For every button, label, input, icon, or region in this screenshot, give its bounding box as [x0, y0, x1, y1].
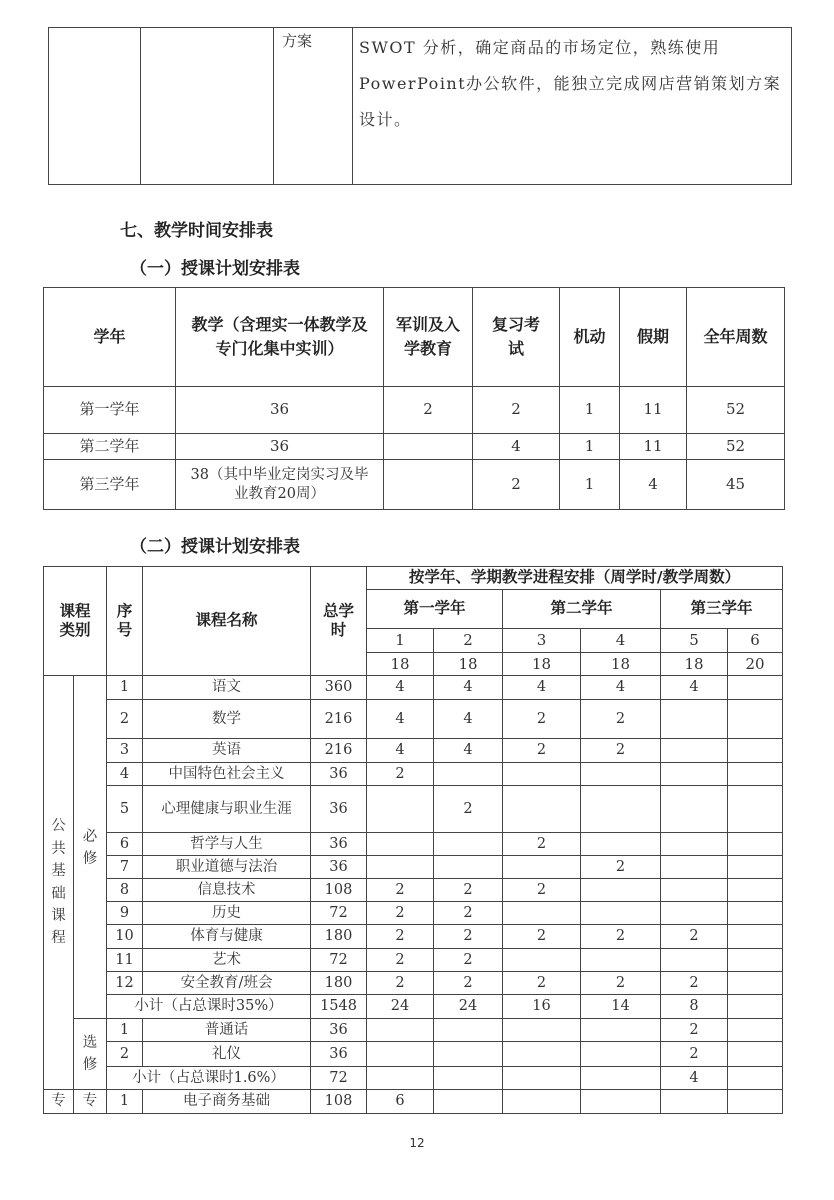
semester-hours-cell: 4 [367, 676, 434, 700]
subtotal-label: 小计（占总课时35%） [107, 995, 311, 1019]
semester-hours-cell [434, 856, 503, 879]
table-cell: 36 [176, 387, 384, 434]
semester-hours-cell [434, 1090, 503, 1114]
semester-hours-cell: 24 [434, 995, 503, 1019]
semester-hours-cell [581, 786, 661, 833]
total-hours-cell: 36 [311, 856, 367, 879]
course-plan-table [43, 566, 783, 1114]
semester-hours-cell [728, 700, 783, 739]
semester-hours-cell [581, 1019, 661, 1042]
weeks-header: 20 [728, 653, 783, 676]
semester-hours-cell [581, 879, 661, 902]
weeks-header: 18 [581, 653, 661, 676]
column-header: 教学（含理实一体教学及专门化集中实训） [176, 288, 384, 387]
semester-header: 2 [434, 629, 503, 653]
semester-hours-cell: 2 [434, 902, 503, 925]
column-header: 假期 [620, 288, 687, 387]
category-header: 课程类别 [59, 601, 91, 639]
course-name-cell: 普通话 [143, 1019, 311, 1042]
semester-hours-cell [503, 1067, 581, 1090]
total-hours-cell: 108 [311, 879, 367, 902]
table-cell: 第三学年 [44, 460, 176, 510]
total-hours-cell: 36 [311, 763, 367, 786]
table-row [44, 949, 783, 972]
semester-hours-cell [728, 902, 783, 925]
column-header: 全年周数 [687, 288, 785, 387]
column-header [44, 567, 107, 676]
category-required [74, 676, 107, 1019]
seq-cell: 2 [107, 700, 143, 739]
semester-hours-cell [434, 1067, 503, 1090]
course-name-cell: 数学 [143, 700, 311, 739]
semester-hours-cell: 2 [581, 972, 661, 995]
semester-hours-cell: 14 [581, 995, 661, 1019]
seq-cell: 4 [107, 763, 143, 786]
category-public-basic-label: 公共基础课程 [51, 818, 66, 947]
continuation-table [48, 27, 792, 185]
semester-hours-cell: 2 [434, 972, 503, 995]
table-row [44, 902, 783, 925]
category-elective-label: 选修 [82, 1034, 98, 1073]
semester-hours-cell [434, 763, 503, 786]
category-elective [74, 1019, 107, 1090]
table-row [44, 1042, 783, 1067]
table-cell: 2 [473, 460, 560, 510]
semester-hours-cell: 4 [434, 739, 503, 763]
semester-hours-cell [661, 833, 728, 856]
semester-hours-cell [581, 763, 661, 786]
semester-hours-cell: 4 [367, 739, 434, 763]
semester-hours-cell: 2 [367, 879, 434, 902]
semester-hours-cell [661, 700, 728, 739]
total-hours-cell: 216 [311, 739, 367, 763]
column-header: 学年 [44, 288, 176, 387]
total-hours-cell: 36 [311, 833, 367, 856]
seq-cell: 2 [107, 1042, 143, 1067]
table-row [44, 460, 785, 510]
subsection-title: （二）授课计划安排表 [130, 537, 300, 557]
course-name-cell: 历史 [143, 902, 311, 925]
table-cell: 2 [473, 387, 560, 434]
semester-hours-cell: 2 [503, 972, 581, 995]
subtotal-row [44, 995, 783, 1019]
semester-hours-cell [367, 786, 434, 833]
semester-hours-cell: 2 [581, 739, 661, 763]
seq-cell: 12 [107, 972, 143, 995]
semester-hours-cell: 2 [367, 972, 434, 995]
semester-hours-cell: 4 [434, 700, 503, 739]
table-row [44, 879, 783, 902]
semester-hours-cell [728, 676, 783, 700]
table-row [44, 925, 783, 949]
total-hours-cell: 1548 [311, 995, 367, 1019]
column-header: 第一学年 [367, 590, 503, 629]
semester-hours-cell [503, 1019, 581, 1042]
table-cell: 36 [176, 434, 384, 460]
semester-hours-cell [434, 1042, 503, 1067]
seq-cell: 11 [107, 949, 143, 972]
semester-hours-cell: 2 [661, 1042, 728, 1067]
seq-cell: 1 [107, 676, 143, 700]
semester-hours-cell [661, 879, 728, 902]
semester-hours-cell: 2 [367, 925, 434, 949]
semester-hours-cell: 2 [661, 925, 728, 949]
table-cell [384, 460, 473, 510]
column-header [311, 567, 367, 676]
semester-hours-cell: 2 [367, 763, 434, 786]
course-name-cell: 安全教育/班会 [143, 972, 311, 995]
seq-cell: 1 [107, 1019, 143, 1042]
table-cell: 1 [560, 460, 620, 510]
table-cell [49, 28, 141, 185]
semester-hours-cell [728, 1090, 783, 1114]
course-name-cell: 艺术 [143, 949, 311, 972]
table-row [49, 28, 792, 185]
table-row [44, 739, 783, 763]
total-hours-cell: 360 [311, 676, 367, 700]
semester-hours-cell [728, 1042, 783, 1067]
semester-hours-cell [581, 1042, 661, 1067]
semester-hours-cell [661, 949, 728, 972]
column-header: 按学年、学期教学进程安排（周学时/教学周数） [367, 567, 783, 590]
table-cell: 52 [687, 434, 785, 460]
semester-hours-cell [661, 856, 728, 879]
semester-hours-cell: 2 [434, 879, 503, 902]
column-header: 军训及入学教育 [384, 288, 473, 387]
semester-hours-cell [728, 1019, 783, 1042]
semester-hours-cell [581, 949, 661, 972]
semester-hours-cell: 2 [434, 949, 503, 972]
table-row [44, 676, 783, 700]
table-row [44, 763, 783, 786]
semester-hours-cell [434, 1019, 503, 1042]
semester-hours-cell [728, 995, 783, 1019]
table-row [44, 786, 783, 833]
table-cell: 2 [384, 387, 473, 434]
seq-cell: 7 [107, 856, 143, 879]
semester-hours-cell [581, 902, 661, 925]
table-cell: 4 [620, 460, 687, 510]
column-header: 机动 [560, 288, 620, 387]
semester-hours-cell [661, 1090, 728, 1114]
semester-hours-cell: 2 [581, 925, 661, 949]
semester-hours-cell: 2 [367, 949, 434, 972]
semester-hours-cell: 4 [434, 676, 503, 700]
semester-hours-cell: 4 [367, 700, 434, 739]
semester-hours-cell [503, 1090, 581, 1114]
semester-hours-cell [728, 949, 783, 972]
table-cell: 方案 [274, 28, 353, 185]
semester-hours-cell [581, 833, 661, 856]
semester-hours-cell [728, 856, 783, 879]
teaching-weeks-table [43, 287, 785, 510]
subtotal-row [44, 1067, 783, 1090]
table-cell: 1 [560, 434, 620, 460]
semester-hours-cell [503, 763, 581, 786]
seq-cell: 6 [107, 833, 143, 856]
semester-hours-cell [728, 972, 783, 995]
table-cell: 1 [560, 387, 620, 434]
table-header-row [44, 567, 783, 590]
table-cell [141, 28, 274, 185]
semester-hours-cell [728, 925, 783, 949]
total-hours-cell: 180 [311, 925, 367, 949]
column-header: 第二学年 [503, 590, 661, 629]
semester-hours-cell [728, 763, 783, 786]
column-header [107, 567, 143, 676]
semester-header: 6 [728, 629, 783, 653]
column-header: 第三学年 [661, 590, 783, 629]
table-row [44, 856, 783, 879]
weeks-header: 18 [434, 653, 503, 676]
semester-hours-cell [367, 1067, 434, 1090]
total-hours-cell: 36 [311, 1019, 367, 1042]
table-row [44, 1090, 783, 1114]
seq-header: 序号 [116, 601, 133, 639]
semester-hours-cell [503, 856, 581, 879]
semester-hours-cell: 2 [503, 879, 581, 902]
total-hours-cell: 216 [311, 700, 367, 739]
seq-cell: 9 [107, 902, 143, 925]
total-hours-cell: 36 [311, 1042, 367, 1067]
course-name-cell: 礼仪 [143, 1042, 311, 1067]
table-cell: 45 [687, 460, 785, 510]
course-name-cell: 信息技术 [143, 879, 311, 902]
course-name-cell: 心理健康与职业生涯 [143, 786, 311, 833]
weeks-header: 18 [367, 653, 434, 676]
seq-cell: 3 [107, 739, 143, 763]
semester-hours-cell [581, 1067, 661, 1090]
semester-header: 3 [503, 629, 581, 653]
semester-hours-cell [661, 763, 728, 786]
table-cell: 第一学年 [44, 387, 176, 434]
table-row [44, 833, 783, 856]
semester-hours-cell [661, 739, 728, 763]
semester-hours-cell [581, 1090, 661, 1114]
semester-hours-cell [503, 786, 581, 833]
semester-hours-cell: 4 [581, 676, 661, 700]
table-cell [384, 434, 473, 460]
semester-hours-cell [728, 739, 783, 763]
semester-hours-cell: 2 [503, 925, 581, 949]
column-header: 课程名称 [143, 567, 311, 676]
category-major-sub: 专 [74, 1090, 107, 1114]
semester-header: 1 [367, 629, 434, 653]
subsection-title: （一）授课计划安排表 [130, 259, 300, 279]
category-public-basic [44, 676, 74, 1090]
semester-hours-cell: 6 [367, 1090, 434, 1114]
table-row [44, 1019, 783, 1042]
total-hours-cell: 72 [311, 902, 367, 925]
semester-hours-cell: 2 [581, 700, 661, 739]
course-name-cell: 电子商务基础 [143, 1090, 311, 1114]
semester-hours-cell: 2 [661, 1019, 728, 1042]
column-header: 复习考试 [473, 288, 560, 387]
semester-hours-cell: 2 [434, 925, 503, 949]
weeks-header: 18 [503, 653, 581, 676]
total-hours-cell: 108 [311, 1090, 367, 1114]
semester-hours-cell [434, 833, 503, 856]
table-cell: 11 [620, 434, 687, 460]
semester-hours-cell [367, 1042, 434, 1067]
table-cell: 11 [620, 387, 687, 434]
category-required-label: 必修 [82, 829, 98, 868]
semester-hours-cell [367, 1019, 434, 1042]
total-header: 总学时 [323, 601, 355, 639]
semester-hours-cell: 24 [367, 995, 434, 1019]
section-title: 七、教学时间安排表 [120, 221, 273, 241]
semester-hours-cell [661, 902, 728, 925]
semester-hours-cell: 4 [661, 1067, 728, 1090]
semester-hours-cell: 4 [661, 676, 728, 700]
semester-hours-cell: 2 [581, 856, 661, 879]
seq-cell: 5 [107, 786, 143, 833]
course-name-cell: 哲学与人生 [143, 833, 311, 856]
total-hours-cell: 180 [311, 972, 367, 995]
table-row [44, 434, 785, 460]
semester-hours-cell [367, 833, 434, 856]
subtotal-label: 小计（占总课时1.6%） [107, 1067, 311, 1090]
table-cell: 第二学年 [44, 434, 176, 460]
category-major: 专 [44, 1090, 74, 1114]
seq-cell: 1 [107, 1090, 143, 1114]
seq-cell: 10 [107, 925, 143, 949]
table-cell: 4 [473, 434, 560, 460]
semester-hours-cell: 2 [503, 833, 581, 856]
table-header-row [44, 288, 785, 387]
course-name-cell: 体育与健康 [143, 925, 311, 949]
course-name-cell: 职业道德与法治 [143, 856, 311, 879]
semester-header: 4 [581, 629, 661, 653]
semester-hours-cell [728, 833, 783, 856]
semester-hours-cell: 2 [503, 700, 581, 739]
semester-hours-cell [503, 902, 581, 925]
table-row [44, 972, 783, 995]
semester-hours-cell: 4 [503, 676, 581, 700]
table-row [44, 387, 785, 434]
semester-hours-cell [503, 949, 581, 972]
semester-hours-cell: 8 [661, 995, 728, 1019]
seq-cell: 8 [107, 879, 143, 902]
semester-hours-cell [503, 1042, 581, 1067]
semester-hours-cell [728, 879, 783, 902]
semester-hours-cell: 2 [503, 739, 581, 763]
semester-hours-cell [728, 786, 783, 833]
semester-hours-cell: 16 [503, 995, 581, 1019]
semester-hours-cell [661, 786, 728, 833]
table-cell: SWOT 分析，确定商品的市场定位，熟练使用PowerPoint办公软件，能独立完成网店营销策划方案设计。 [353, 28, 792, 185]
semester-hours-cell: 2 [367, 902, 434, 925]
semester-hours-cell [728, 1067, 783, 1090]
table-cell: 52 [687, 387, 785, 434]
semester-hours-cell: 2 [434, 786, 503, 833]
total-hours-cell: 72 [311, 1067, 367, 1090]
course-name-cell: 中国特色社会主义 [143, 763, 311, 786]
semester-hours-cell [367, 856, 434, 879]
semester-hours-cell: 2 [661, 972, 728, 995]
page-number: 12 [409, 1136, 425, 1150]
course-name-cell: 语文 [143, 676, 311, 700]
table-cell: 38（其中毕业定岗实习及毕业教育20周） [176, 460, 384, 510]
total-hours-cell: 72 [311, 949, 367, 972]
total-hours-cell: 36 [311, 786, 367, 833]
semester-header: 5 [661, 629, 728, 653]
table-row [44, 700, 783, 739]
course-name-cell: 英语 [143, 739, 311, 763]
weeks-header: 18 [661, 653, 728, 676]
